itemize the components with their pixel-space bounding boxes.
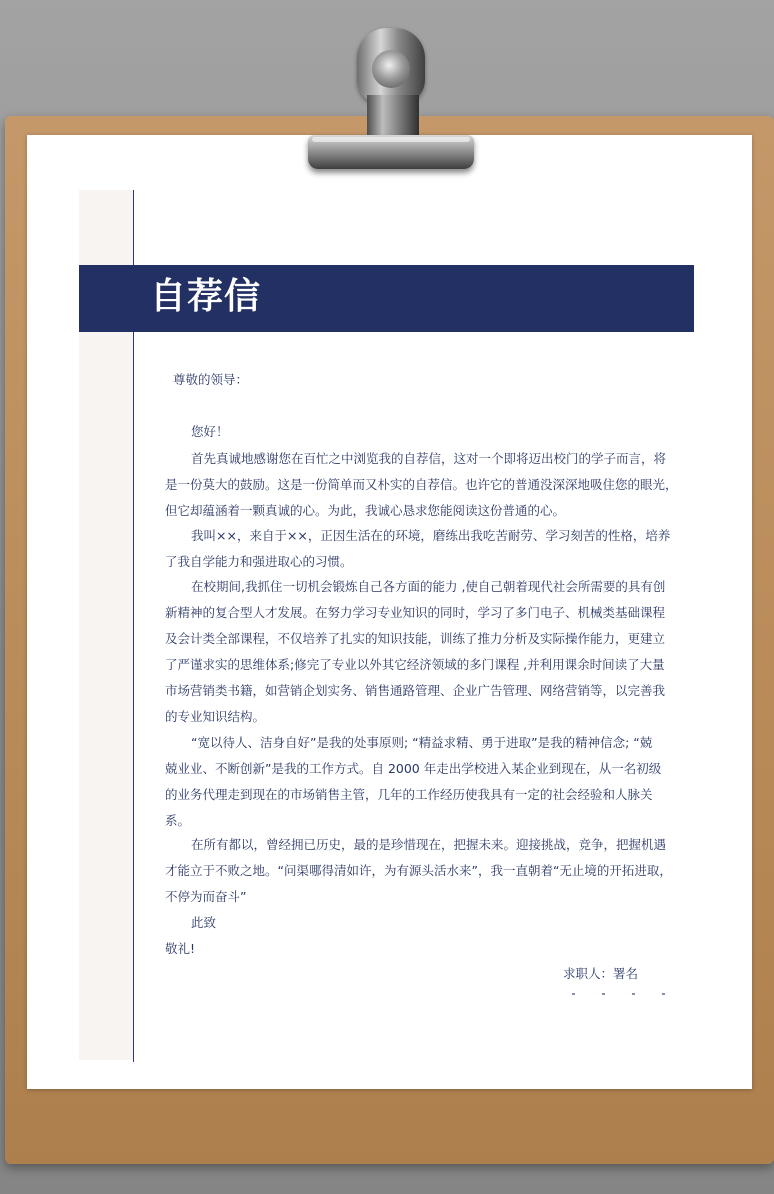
paragraph-intro: [165, 446, 678, 524]
clip-base-highlight: [312, 137, 470, 142]
salutation: 尊敬的领导：: [173, 372, 249, 387]
paragraph-line: 新精神的复合型人才发展。在努力学习专业知识的同时，学习了多门电子、机械类基础课程: [165, 605, 666, 620]
paragraph-line: 兢业业、不断创新”是我的工作方式。自 2000 年走出学校进入某企业到现在，从一名初级: [165, 761, 662, 776]
closing-line-2: 敬礼!: [165, 941, 196, 956]
paragraph-line: 市场营销类书籍，如营销企划实务、销售通路管理、企业广告管理、网络营销等，以完善我: [165, 683, 666, 698]
paragraph-line: 才能立于不败之地。“问渠哪得清如许，为有源头活水来”，我一直朝着“无止境的开拓进取，: [165, 863, 672, 878]
paragraph-line: 了我自学能力和强进取心的习惯。: [165, 554, 353, 569]
paragraph-self-intro: [165, 523, 671, 575]
paragraph-line: 及会计类全部课程，不仅培养了扎实的知识技能，训练了推力分析及实际操作能力，更建立: [165, 631, 666, 646]
paragraph-line: 首先真诚地感谢您在百忙之中浏览我的自荐信，这对一个即将迈出校门的学子而言，将: [191, 451, 667, 466]
paragraph-line: 了严谨求实的思维体系;修完了专业以外其它经济领域的多门课程 ,并利用课余时间读了大量: [165, 657, 665, 672]
paragraph-school: [165, 574, 666, 730]
paragraph-line: 的专业知识结构。: [165, 709, 266, 724]
paragraph-line: 的业务代理走到现在的市场销售主管，几年的工作经历使我具有一定的社会经验和人脉关: [165, 787, 653, 802]
closing-line-1: 此致: [191, 915, 217, 930]
paragraph-line: 在校期间,我抓住一切机会锻炼自己各方面的能力 ,使自己朝着现代社会所需要的具有创: [191, 579, 666, 594]
paragraph-line: “宽以待人、洁身自好”是我的处事原则; “精益求精、勇于进取”是我的精神信念; “兢: [191, 735, 653, 750]
paragraph-line: 但它却蕴涵着一颗真诚的心。为此，我诚心恳求您能阅读这份普通的心。: [165, 503, 566, 518]
paragraph-principles: [165, 730, 661, 834]
clip-hole: [372, 50, 410, 88]
paragraph-future: [165, 832, 672, 910]
paragraph-line: 在所有都以，曾经拥已历史，最的是珍惜现在，把握未来。迎接挑战，竞争，把握机遇: [191, 837, 667, 852]
paragraph-line: 我叫××，来自于××，正因生活在的环境，磨练出我吃苦耐劳、学习刻苦的性格，培养: [191, 528, 671, 543]
paragraph-line: 系。: [165, 813, 191, 828]
greeting: 您好！: [191, 424, 229, 439]
signature: 求职人：署名: [563, 966, 639, 981]
page-title: 自荐信: [150, 276, 262, 317]
paragraph-line: 不停为而奋斗”: [165, 889, 247, 904]
paragraph-line: 是一份莫大的鼓励。这是一份简单而又朴实的自荐信。也许它的普通没深深地吸住您的眼光，: [165, 477, 678, 492]
signature-date-placeholder: [572, 993, 666, 995]
